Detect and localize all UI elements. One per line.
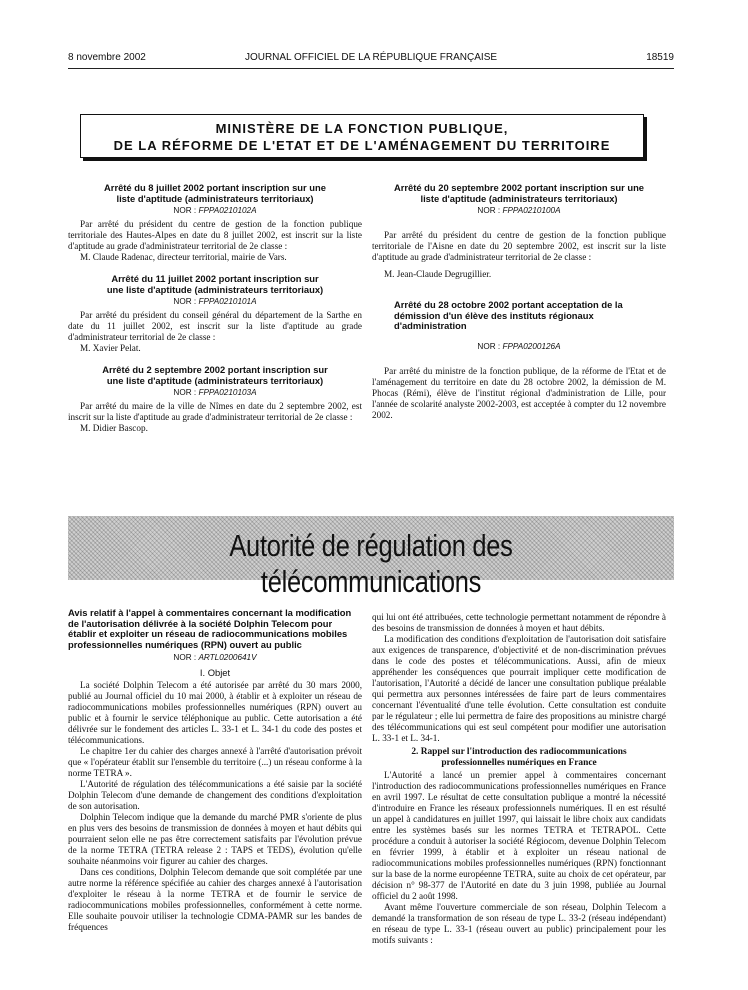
arrete-title: Arrêté du 20 septembre 2002 portant inscription sur une liste d'aptitude (administrateurs territoriaux) [393, 182, 645, 204]
authority-banner [68, 516, 674, 599]
header-journal-title: JOURNAL OFFICIEL DE LA RÉPUBLIQUE FRANÇAISE [244, 52, 498, 63]
arrete-body: Par arrêté du maire de la ville de Nîmes en date du 2 septembre 2002, est inscrit sur la liste d'aptitude au grade d'administrateur territorial de 2e classe : [68, 401, 362, 422]
section-heading: 2. Rappel sur l'introduction des radiocommunications professionnelles numériques en France [411, 747, 627, 768]
arrete-block [68, 274, 362, 354]
section-heading: I. Objet [199, 667, 231, 678]
arrete-person: M. Xavier Pelat. [80, 343, 141, 353]
avis-paragraph: La société Dolphin Telecom a été autorisée par arrêté du 30 mars 2000, publié au Journal officiel du 10 mai 2000, à établir et à exploiter un réseau de radiocommunications mobiles professionnelles numériques (RPN) ouvert au public et à fournir le service téléphonique au public. Cette autorisation a été délivrée sur le fondement des articles L. 33-1 et L. 34-1 du code des postes et télécommunications. [68, 680, 362, 745]
nor-label: NOR : [173, 297, 199, 306]
avis-title: Avis relatif à l'appel à commentaires concernant la modification de l'autorisation délivrée à la société Dolphin Telecom pour établir et exploiter un réseau de radiocommunications mobiles professionnelles numériques (RPN) ouvert au public [68, 607, 352, 650]
arrete-person: M. Jean-Claude Degrugillier. [384, 269, 492, 279]
nor-label: NOR : [477, 341, 503, 351]
nor-code: ARTL0200641V [198, 653, 257, 662]
nor-code: FPPA0210102A [198, 206, 257, 215]
header-page-number: 18519 [646, 52, 674, 63]
avis-paragraph: Avant même l'ouverture commerciale de son réseau, Dolphin Telecom a demandé la transformation de son réseau de type L. 33-2 (réseau indépendant) en réseau de type L. 33-1 (réseau ouvert au public) principalement pour les motifs suivants : [372, 902, 666, 945]
left-column-arretes [68, 183, 362, 434]
arrete-title: Arrêté du 8 juillet 2002 portant inscription sur une liste d'aptitude (administrateurs territoriaux) [104, 182, 326, 204]
nor-code: FPPA0210103A [198, 388, 257, 397]
nor-line [68, 205, 362, 216]
nor-label: NOR : [477, 206, 503, 215]
arrete-block [68, 183, 362, 263]
arrete-block [372, 300, 666, 421]
arrete-title: Arrêté du 11 juillet 2002 portant inscription sur une liste d'aptitude (administrateurs territoriaux) [106, 273, 324, 295]
header-date: 8 novembre 2002 [68, 52, 146, 63]
avis-paragraph: L'Autorité a lancé un premier appel à commentaires concernant l'introduction des radiocommunications professionnelles numériques en France en avril 1997. Le résultat de cette consultation publique a montré la nécessité d'introduire en France les réseaux professionnels numériques. Il en est résulté un appel à candidatures en juillet 1997, qui laissait le libre choix aux candidats entre les systèmes basés sur les normes TETRA et TETRAPOL. Cette procédure a conduit à autoriser la société Régiocom, devenue Dolphin Telecom en février 1999, à établir et à exploiter un réseau national de radiocommunications mobiles professionnelles numériques (RPN) fonctionnant sur la base de la norme européenne TETRA, suite au choix de cet opérateur, par décision n° 98-377 de l'Autorité en date du 3 juin 1998, publiée au Journal officiel du 2 août 1998. [372, 770, 666, 901]
nor-code: FPPA0210100A [502, 206, 561, 215]
avis-left-column [68, 608, 362, 933]
avis-paragraph: qui lui ont été attribuées, cette technologie permettant notamment de répondre à des besoins de transmission de données à moyen et haut débits. [372, 612, 666, 633]
nor-line [372, 341, 666, 352]
arrete-block [68, 365, 362, 434]
arrete-body: Par arrêté du ministre de la fonction publique, de la réforme de l'Etat et de l'aménagement du territoire en date du 28 octobre 2002, la démission de M. Phocas (Rémi), élève de l'institut régional d'administration de Lille, pour l'année de scolarité analyste 2002-2003, est acceptée à compter du 12 novembre 2002. [372, 365, 667, 420]
ministry-line-1: MINISTÈRE DE LA FONCTION PUBLIQUE, [215, 121, 509, 136]
nor-line [68, 296, 362, 307]
avis-paragraph: L'Autorité de régulation des télécommunications a été saisie par la société Dolphin Telecom d'une demande de changement des conditions d'exploitation de son autorisation. [68, 779, 362, 811]
nor-label: NOR : [173, 206, 199, 215]
nor-code: FPPA0200126A [502, 341, 561, 351]
nor-line [68, 652, 362, 663]
ministry-box [80, 114, 644, 158]
arrete-person: M. Didier Bascop. [80, 423, 148, 433]
arrete-body: Par arrêté du président du conseil général du département de la Sarthe en date du 11 juillet 2002, est inscrit sur la liste d'aptitude au grade d'administrateur territorial de 2e classe : [68, 310, 362, 342]
ministry-line-2: DE LA RÉFORME DE L'ETAT ET DE L'AMÉNAGEMENT DU TERRITOIRE [113, 138, 611, 153]
nor-line [372, 205, 666, 216]
arrete-person: M. Claude Radenac, directeur territorial, mairie de Vars. [80, 252, 287, 262]
nor-label: NOR : [173, 653, 199, 662]
arrete-title: Arrêté du 28 octobre 2002 portant acceptation de la démission d'un élève des instituts régionaux d'administration [394, 299, 623, 331]
arrete-body: Par arrêté du président du centre de gestion de la fonction publique territoriale des Hautes-Alpes en date du 8 juillet 2002, est inscrit sur la liste d'aptitude au grade d'administrateur territorial de 2e classe : [68, 219, 362, 251]
avis-paragraph: Le chapitre 1er du cahier des charges annexé à l'arrêté d'autorisation prévoit que « l'opérateur établit sur l'ensemble du territoire (...) un réseau conforme à la norme TETRA ». [68, 746, 362, 778]
arrete-block [372, 183, 666, 280]
nor-code: FPPA0210101A [198, 297, 257, 306]
banner-title: Autorité de régulation des télécommunications [229, 528, 513, 599]
avis-paragraph: Dolphin Telecom indique que la demande du marché PMR s'oriente de plus en plus vers des besoins de transmission de données à moyen et haut débits qui pourraient selon elle ne pas être correctement satisfaits par l'évolution prévue de la norme TETRA (TETRA release 2 : TAPS et TEDS), évolution qu'elle souhaite néanmoins voir figurer au cahier des charges. [68, 812, 362, 866]
page-header [68, 52, 674, 68]
header-rule [68, 68, 674, 69]
right-column-arretes [372, 183, 666, 421]
avis-paragraph: La modification des conditions d'exploitation de l'autorisation doit satisfaire aux exigences de transparence, d'objectivité et de non-discrimination prévues dans le code des postes et télécommunications. Aussi, afin de mieux appréhender les conséquences que pourrait impliquer cette modification de l'autorisation, l'Autorité a décidé de lancer une consultation publique préalable qui permettra aux personnes intéressées de faire part de leurs commentaires concernant l'éventualité d'une telle évolution. Cette consultation est conduite par le régulateur ; elle lui permettra de faire des propositions au ministre chargé des télécommunications qui est seul compétent pour modifier une autorisation L. 33-1 et L. 34-1. [372, 634, 666, 743]
avis-right-column [372, 612, 666, 946]
avis-paragraph: Dans ces conditions, Dolphin Telecom demande que soit complétée par une autre norme la référence spécifiée au cahier des charges annexé à l'autorisation d'exploiter le réseau à la norme TETRA et de fournir le service de radiocommunications mobiles professionnelles, conformément à cette norme. Elle souhaite pouvoir utiliser la technologie CDMA-PAMR sur les bandes de fréquences [68, 867, 362, 932]
nor-line [68, 387, 362, 398]
arrete-body: Par arrêté du président du centre de gestion de la fonction publique territoriale de l'Aisne en date du 20 septembre 2002, est inscrit sur la liste d'aptitude au grade d'administrateur territorial de 2e classe : [372, 230, 666, 262]
arrete-title: Arrêté du 2 septembre 2002 portant inscription sur une liste d'aptitude (administrateurs territoriaux) [102, 364, 328, 386]
nor-label: NOR : [173, 388, 199, 397]
